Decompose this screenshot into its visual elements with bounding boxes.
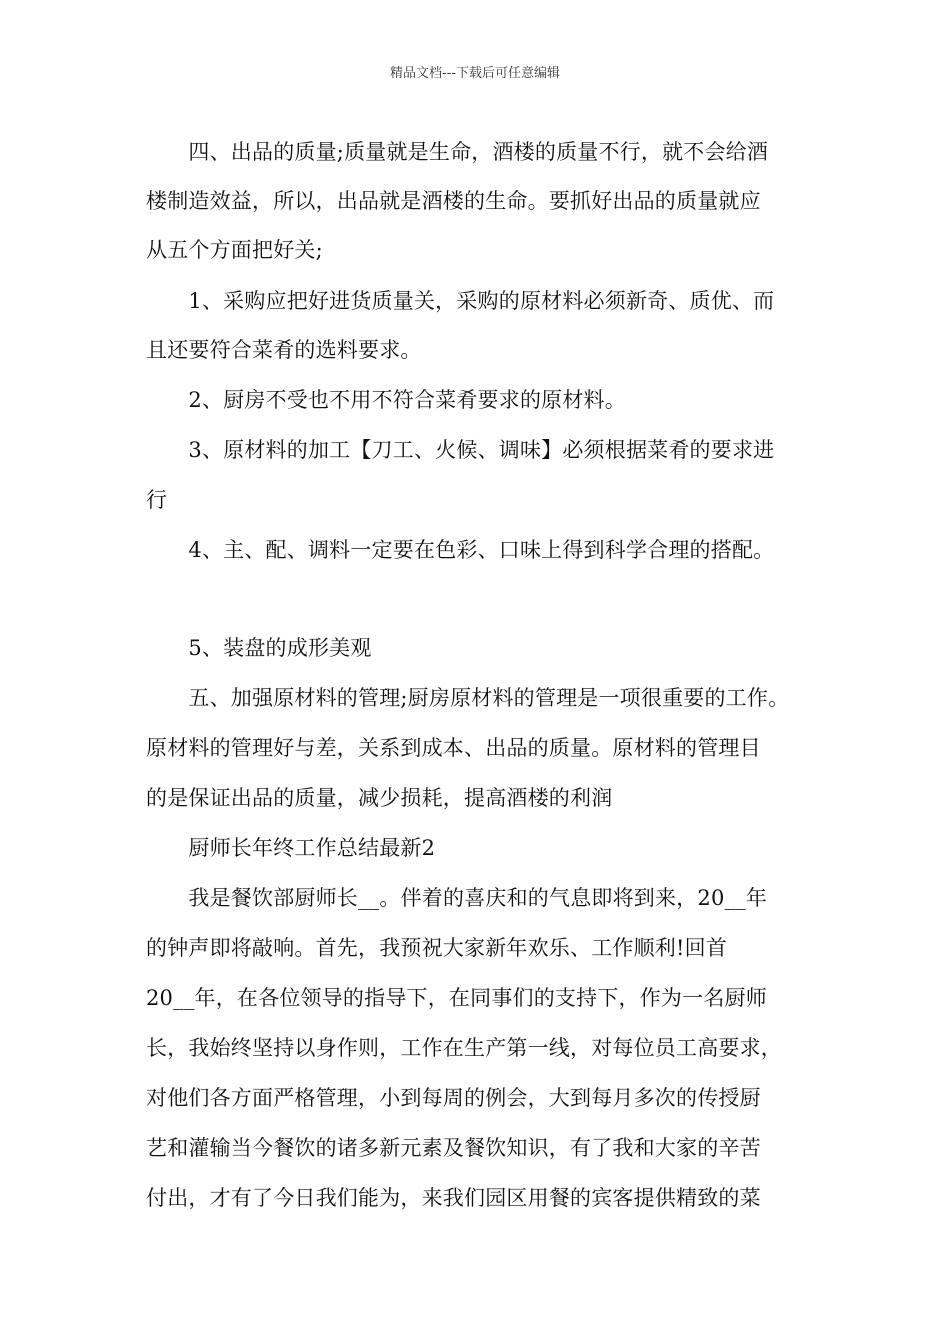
text-line: 2、厨房不受也不用不符合菜肴要求的原材料。 — [146, 388, 626, 412]
text-line: 五、加强原材料的管理;厨房原材料的管理是一项很重要的工作。 — [146, 686, 790, 710]
text-line: 5、装盘的成形美观 — [146, 636, 372, 660]
text-line: 四、出品的质量;质量就是生命，酒楼的质量不行，就不会给酒 — [146, 140, 769, 164]
text-line: 3、原材料的加工【刀工、火候、调味】必须根据菜肴的要求进 — [146, 438, 775, 462]
text-line: 我是餐饮部厨师长__。伴着的喜庆和的气息即将到来，20__年 — [146, 886, 768, 910]
text-line: 原材料的管理好与差，关系到成本、出品的质量。原材料的管理目 — [146, 736, 761, 760]
page-header: 精品文档---下载后可任意编辑 — [389, 66, 561, 81]
text-line: 且还要符合菜肴的选料要求。 — [146, 338, 422, 362]
text-line: 对他们各方面严格管理，小到每周的例会，大到每月多次的传授厨 — [146, 1086, 761, 1110]
text-line: 的是保证出品的质量，减少损耗，提高酒楼的利润 — [146, 786, 613, 810]
text-line: 长，我始终坚持以身作则，工作在生产第一线，对每位员工高要求， — [146, 1036, 782, 1060]
text-line: 从五个方面把好关; — [146, 238, 323, 262]
text-line: 行 — [146, 488, 168, 512]
text-line: 楼制造效益，所以，出品就是酒楼的生命。要抓好出品的质量就应 — [146, 189, 761, 213]
text-line: 20__年，在各位领导的指导下，在同事们的支持下，作为一名厨师 — [146, 986, 767, 1010]
text-line: 付出，才有了今日我们能为，来我们园区用餐的宾客提供精致的菜 — [146, 1186, 761, 1210]
text-line: 1、采购应把好进货质量关，采购的原材料必须新奇、质优、而 — [146, 289, 775, 313]
text-line: 的钟声即将敲响。首先，我预祝大家新年欢乐、工作顺利!回首 — [146, 936, 728, 960]
section-heading: 厨师长年终工作总结最新2 — [146, 836, 436, 860]
text-line: 4、主、配、调料一定要在色彩、口味上得到科学合理的搭配。 — [146, 538, 775, 562]
text-line: 艺和灌输当今餐饮的诸多新元素及餐饮知识，有了我和大家的辛苦 — [146, 1136, 761, 1160]
